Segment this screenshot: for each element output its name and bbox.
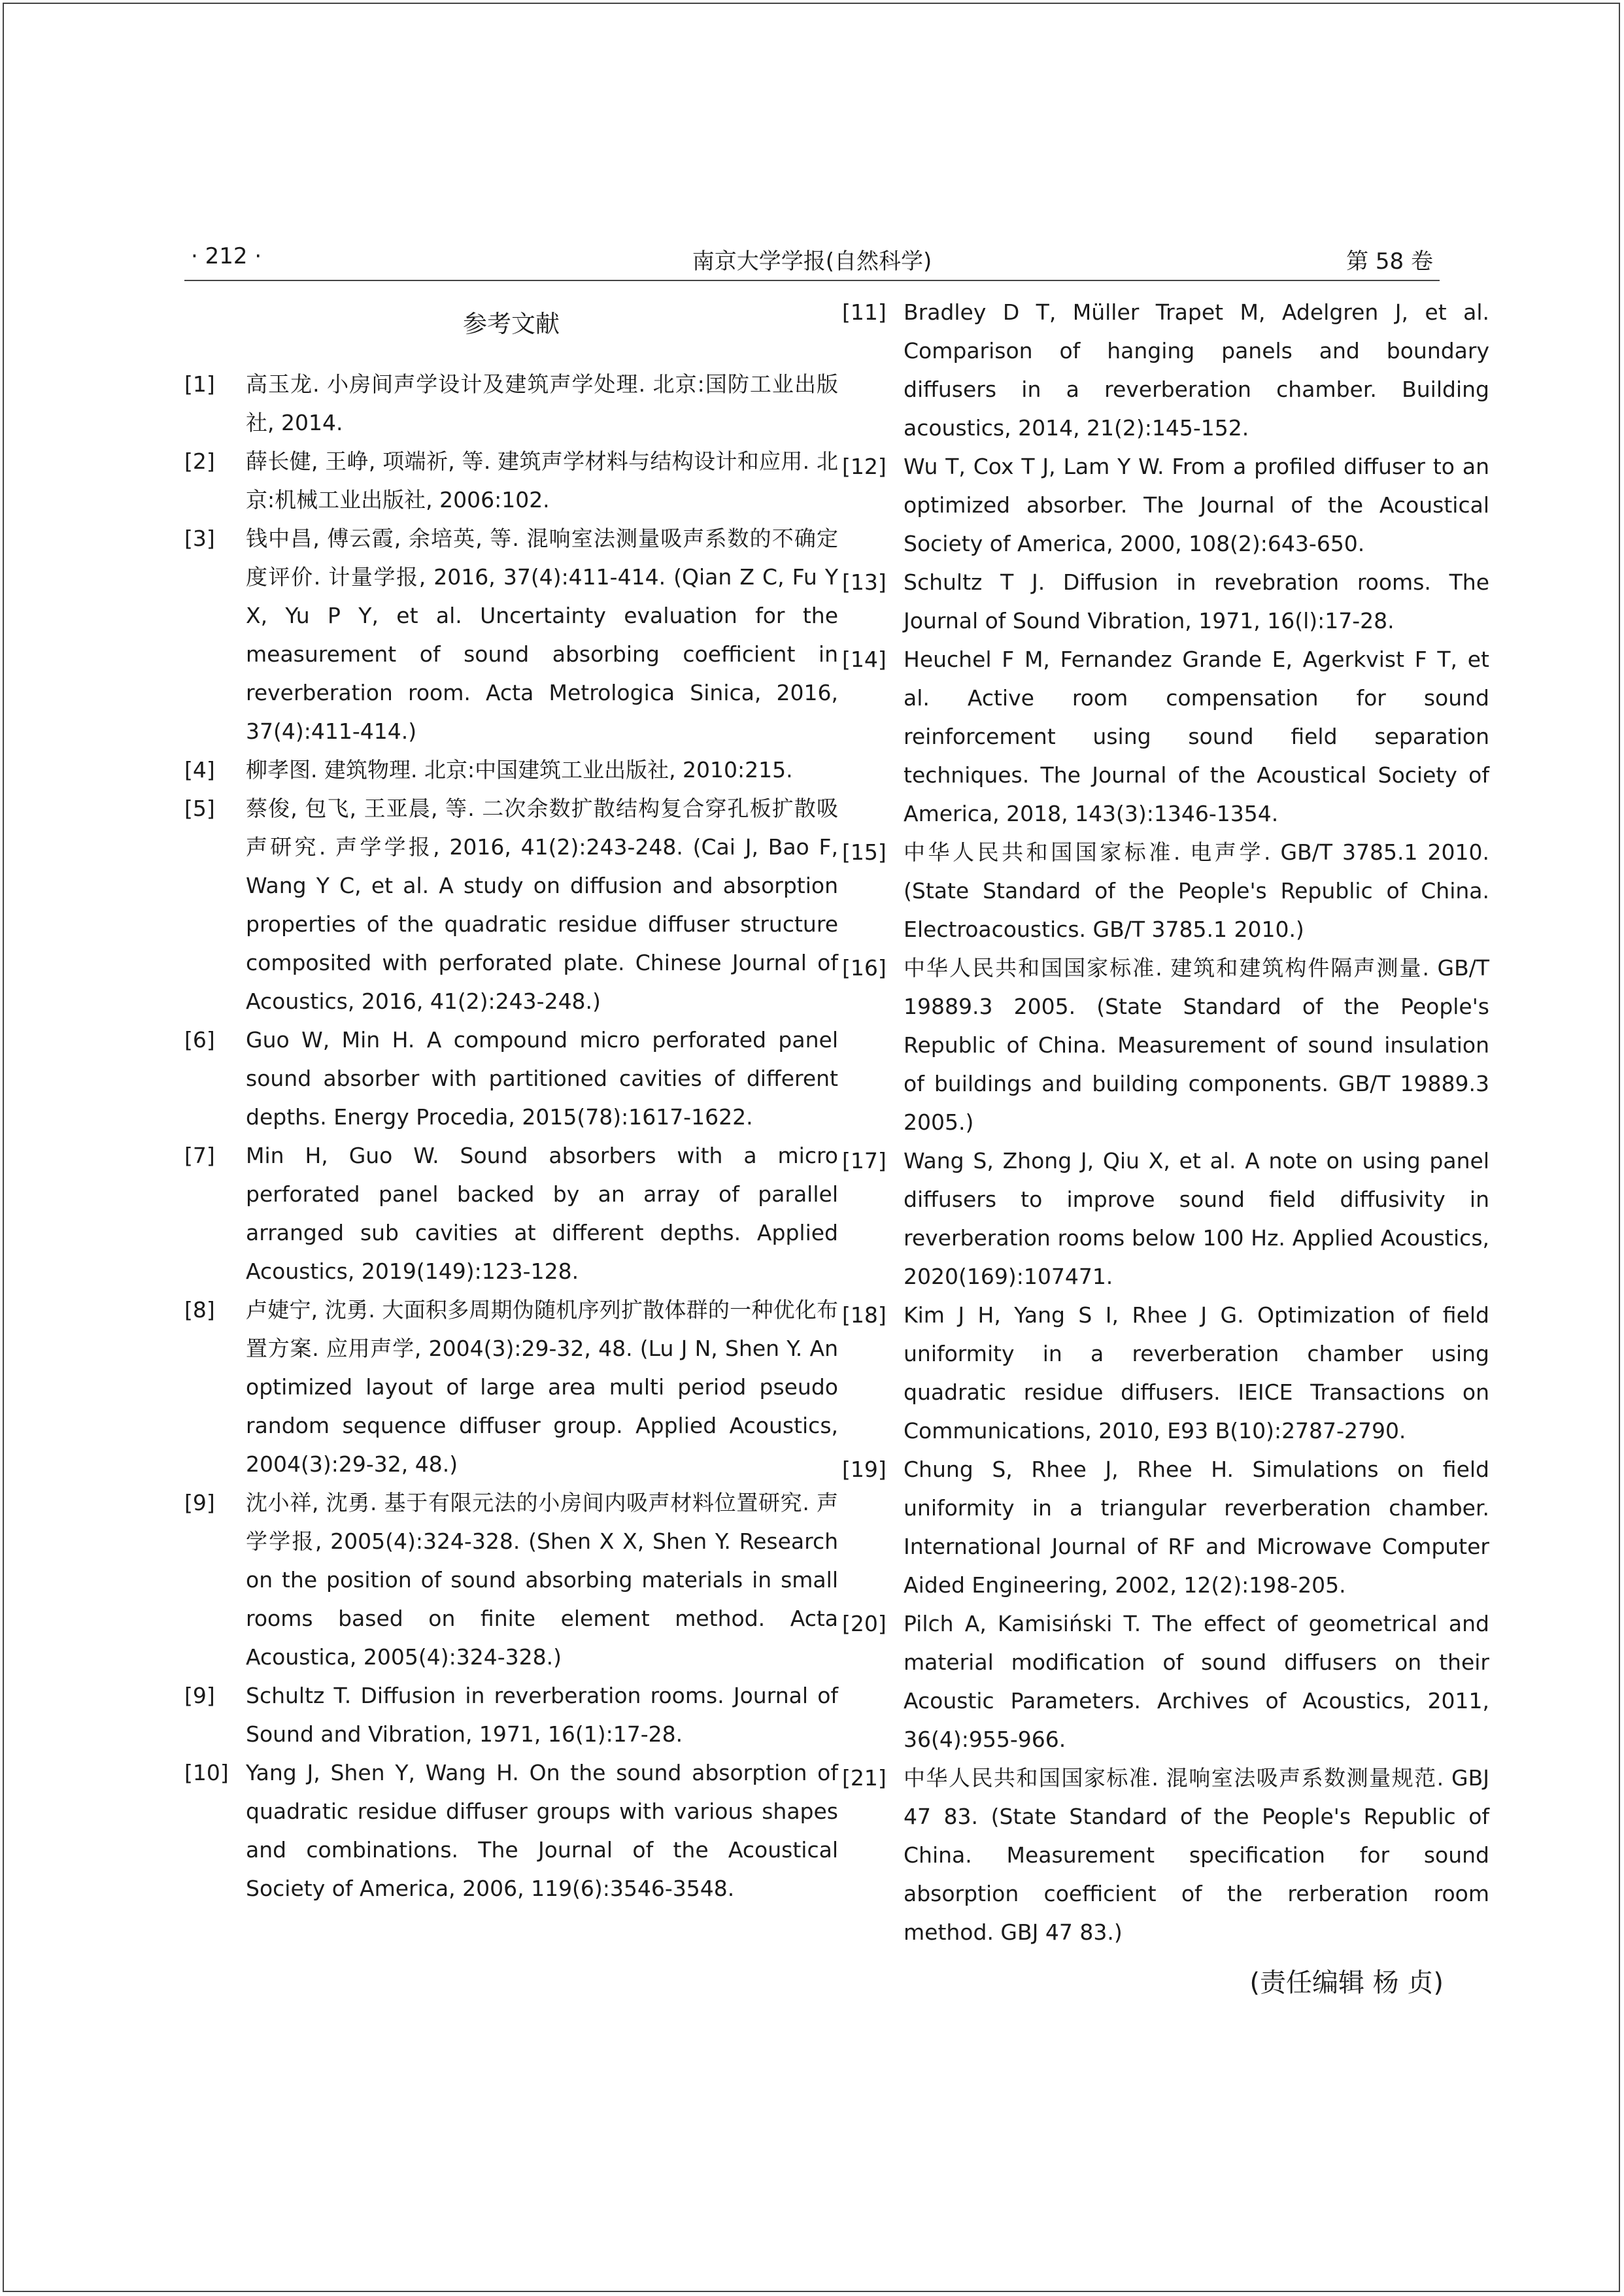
reference-number: [7]: [184, 1143, 215, 1168]
reference-number: [2]: [184, 448, 215, 474]
page-header: [184, 243, 1440, 277]
reference-item: [842, 293, 1489, 447]
reference-item: [842, 640, 1489, 833]
reference-item: [842, 1759, 1489, 1951]
reference-item: [184, 1021, 838, 1136]
reference-item: [184, 1753, 838, 1908]
reference-text: Min H, Guo W. Sound absorbers with a micro perforated panel backed by an array of parallel arranged sub cavities at different depths. Applied Acoustics, 2019(149):123-128.: [246, 1143, 838, 1284]
reference-number: [9]: [184, 1490, 215, 1515]
reference-item: [184, 789, 838, 1021]
reference-item: [184, 1136, 838, 1291]
reference-text: Wu T, Cox T J, Lam Y W. From a profiled diffuser to an optimized absorber. The Journal of the Acoustical Society of America, 2000, 108(2):643-650.: [904, 454, 1489, 556]
reference-number: [20]: [842, 1611, 887, 1636]
references-heading: 参考文献: [463, 310, 560, 338]
reference-item: [184, 519, 838, 751]
reference-number: [15]: [842, 839, 887, 865]
reference-number: [19]: [842, 1457, 887, 1482]
reference-text: Pilch A, Kamisiński T. The effect of geometrical and material modification of sound diffusers on their Acoustic Parameters. Archives of Acoustics, 2011, 36(4):955-966.: [904, 1611, 1489, 1752]
reference-text: Kim J H, Yang S I, Rhee J G. Optimization of field uniformity in a reverberation chamber using quadratic residue diffusers. IEICE Transactions on Communications, 2010, E93 B(10):2787-2790.: [904, 1302, 1489, 1443]
reference-text: 钱中昌, 傅云霞, 余培英, 等. 混响室法测量吸声系数的不确定度评价. 计量学报, 2016, 37(4):411-414. (Qian Z C, Fu Y X, Yu P Y, et al. Uncertainty evaluation for the measurement of sound absorbing coefficient in reverberation room. Acta Metrologica Sinica, 2016, 37(4):411-414.): [246, 526, 838, 744]
reference-text: 中华人民共和国国家标准. 电声学. GB/T 3785.1 2010. (State Standard of the People's Republic of China. Electroacoustics. GB/T 3785.1 2010.): [904, 839, 1489, 942]
reference-text: 蔡俊, 包飞, 王亚晨, 等. 二次余数扩散结构复合穿孔板扩散吸声研究. 声学学报, 2016, 41(2):243-248. (Cai J, Bao F, Wang Y C, et al. A study on diffusion and absorption properties of the quadratic residue diffuser structure composited with perforated plate. Chinese Journal of Acoustics, 2016, 41(2):243-248.): [246, 796, 838, 1014]
reference-number: [8]: [184, 1297, 215, 1323]
reference-item: [184, 1291, 838, 1483]
journal-title: 南京大学学报(自然科学): [692, 248, 932, 275]
references-column-right: [842, 293, 1489, 2002]
reference-item: [184, 442, 838, 519]
reference-item: [842, 1450, 1489, 1604]
reference-number: [5]: [184, 796, 215, 821]
reference-number: [12]: [842, 454, 887, 479]
reference-item: [184, 751, 838, 789]
references-column-left: [184, 293, 838, 1908]
reference-text: 薛长健, 王峥, 项端祈, 等. 建筑声学材料与结构设计和应用. 北京:机械工业出版社, 2006:102.: [246, 448, 838, 513]
reference-item: [842, 1296, 1489, 1450]
reference-number: [21]: [842, 1765, 887, 1791]
reference-item: [184, 365, 838, 442]
reference-text: 沈小祥, 沈勇. 基于有限元法的小房间内吸声材料位置研究. 声学学报, 2005(4):324-328. (Shen X X, Shen Y. Research on the position of sound absorbing materials in small rooms based on finite element method. Acta Acoustica, 2005(4):324-328.): [246, 1490, 838, 1670]
editor-credit: (责任编辑 杨 贞): [1249, 1968, 1444, 1998]
reference-number: [18]: [842, 1302, 887, 1328]
page-number: · 212 ·: [191, 243, 262, 269]
reference-number: [4]: [184, 757, 215, 783]
reference-number: [17]: [842, 1148, 887, 1173]
reference-item: [842, 447, 1489, 563]
reference-number: [1]: [184, 371, 215, 397]
reference-number: [16]: [842, 955, 887, 981]
reference-number: [13]: [842, 569, 887, 595]
reference-number: [10]: [184, 1760, 229, 1785]
reference-text: 柳孝图. 建筑物理. 北京:中国建筑工业出版社, 2010:215.: [246, 757, 793, 783]
reference-text: 高玉龙. 小房间声学设计及建筑声学处理. 北京:国防工业出版社, 2014.: [246, 371, 838, 435]
reference-item: [842, 949, 1489, 1141]
reference-text: Schultz T J. Diffusion in revebration rooms. The Journal of Sound Vibration, 1971, 16(l):17-28.: [904, 569, 1489, 633]
reference-number: [9]: [184, 1683, 215, 1708]
reference-text: 卢婕宁, 沈勇. 大面积多周期伪随机序列扩散体群的一种优化布置方案. 应用声学, 2004(3):29-32, 48. (Lu J N, Shen Y. An optimized layout of large area multi period pseudo random sequence diffuser group. Applied Acoustics, 2004(3):29-32, 48.): [246, 1297, 838, 1477]
reference-text: Wang S, Zhong J, Qiu X, et al. A note on using panel diffusers to improve sound field diffusivity in reverberation rooms below 100 Hz. Applied Acoustics, 2020(169):107471.: [904, 1148, 1489, 1289]
volume-label: 第 58 卷: [1346, 248, 1433, 275]
reference-item: [184, 1483, 838, 1676]
reference-number: [11]: [842, 299, 887, 325]
header-divider: [184, 280, 1440, 281]
reference-item: [842, 1141, 1489, 1296]
reference-text: Yang J, Shen Y, Wang H. On the sound absorption of quadratic residue diffuser groups with various shapes and combinations. The Journal of the Acoustical Society of America, 2006, 119(6):3546-3548.: [246, 1760, 838, 1901]
reference-number: [6]: [184, 1027, 215, 1053]
reference-text: Heuchel F M, Fernandez Grande E, Agerkvist F T, et al. Active room compensation for sound reinforcement using sound field separation techniques. The Journal of the Acoustical Society of America, 2018, 143(3):1346-1354.: [904, 647, 1489, 826]
reference-text: Schultz T. Diffusion in reverberation rooms. Journal of Sound and Vibration, 1971, 16(1):17-28.: [246, 1683, 838, 1747]
reference-number: [3]: [184, 526, 215, 551]
reference-item: [842, 833, 1489, 949]
reference-item: [184, 1676, 838, 1753]
reference-number: [14]: [842, 647, 887, 672]
reference-text: Guo W, Min H. A compound micro perforated panel sound absorber with partitioned cavities of different depths. Energy Procedia, 2015(78):1617-1622.: [246, 1027, 838, 1130]
reference-text: Chung S, Rhee J, Rhee H. Simulations on field uniformity in a triangular reverberation chamber. International Journal of RF and Microwave Computer Aided Engineering, 2002, 12(2):198-205.: [904, 1457, 1489, 1598]
reference-text: 中华人民共和国国家标准. 混响室法吸声系数测量规范. GBJ 47 83. (State Standard of the People's Republic of China. Measurement specification for sound absorption coefficient of the rerberation room method. GBJ 47 83.): [904, 1765, 1489, 1945]
reference-text: 中华人民共和国国家标准. 建筑和建筑构件隔声测量. GB/T 19889.3 2005. (State Standard of the People's Republic of China. Measurement of sound insulation of buildings and building components. GB/T 19889.3 2005.): [904, 955, 1489, 1135]
reference-item: [842, 563, 1489, 640]
reference-text: Bradley D T, Müller Trapet M, Adelgren J, et al. Comparison of hanging panels and boundary diffusers in a reverberation chamber. Building acoustics, 2014, 21(2):145-152.: [904, 299, 1489, 441]
reference-item: [842, 1604, 1489, 1759]
